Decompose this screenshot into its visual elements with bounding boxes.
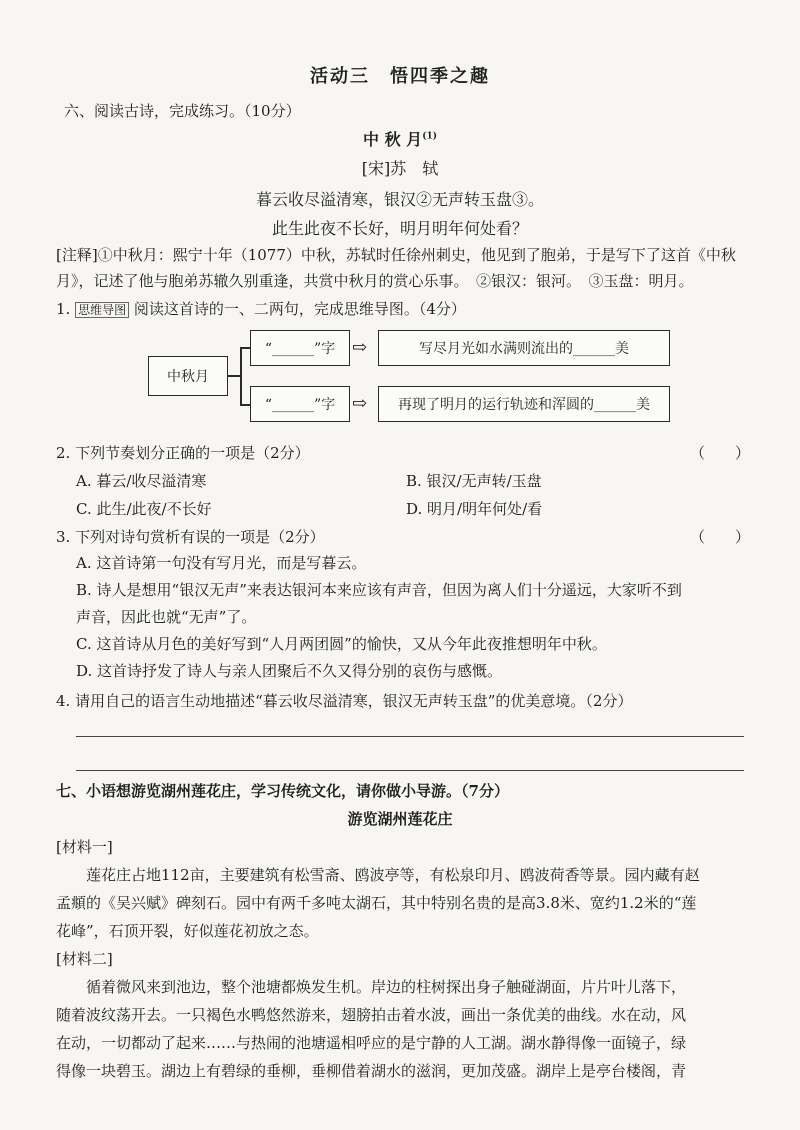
material-2-line: 得像一块碧玉。湖边上有碧绿的垂柳，垂柳借着湖水的滋润，更加茂盛。湖岸上是亭台楼阁，青 [56,1062,687,1080]
material-2-line: 随着波纹荡开去。一只褐色水鸭悠然游来，翅膀拍击着水波，画出一条优美的曲线。水在动，风 [56,1006,687,1024]
mindmap-connector [228,375,240,377]
mindmap-connector [240,347,250,349]
q3-stem: 3. 下列对诗句赏析有误的一项是（2分） [56,528,325,546]
q2-option-c: C. 此生/此夜/不长好 [76,500,212,518]
q2-option-b: B. 银汉/无声转/玉盘 [406,472,542,490]
mindmap-connector [240,404,250,406]
q3-option-b-line2: 声音，因此也就“无声”了。 [76,608,257,626]
q3-option-b-line1: B. 诗人是想用“银汉无声”来表达银河本来应该有声音，但因为离人们十分遥远，大家听不到 [76,581,682,599]
poem-title: 中 秋 月$^{(1)}$ [363,130,437,149]
note-line-2: 月》，记述了他与胞弟苏辙久别重逢，共赏中秋月的赏心乐事。 ②银汉：银河。 ③玉盘：明月。 [56,272,694,290]
q2-stem: 2. 下列节奏划分正确的一项是（2分） [56,444,310,462]
section6-heading: 六、阅读古诗，完成练习。（10分） [64,102,301,120]
mindmap-leaf-2: 再现了明月的运行轨迹和浑圆的______美 [378,386,670,422]
mindmap-branch-2: “______”字 [250,386,350,422]
answer-line[interactable] [76,736,744,737]
q3-option-d: D. 这首诗抒发了诗人与亲人团聚后不久又得分别的哀伤与感慨。 [76,662,503,680]
material-1-label: [材料一] [56,838,113,856]
q2-answer-blank[interactable]: （ ） [690,444,751,462]
q3-answer-blank[interactable]: （ ） [690,528,751,546]
q3-option-a: A. 这首诗第一句没有写月光，而是写暮云。 [76,554,367,572]
q2-option-d: D. 明月/明年何处/看 [406,500,543,518]
arrow-right-icon: ⇨ [352,337,368,358]
q3-option-c: C. 这首诗从月色的美好写到“人月两团圆”的愉快，又从今年此夜推想明年中秋。 [76,635,607,653]
poem-line-2: 此生此夜不长好，明月明年何处看？ [271,219,528,238]
q4-stem: 4. 请用自己的语言生动地描述“暮云收尽溢清寒，银汉无声转玉盘”的优美意境。（2分） [56,692,633,710]
mindmap-connector [240,347,242,405]
note-line-1: [注释]①中秋月：熙宁十年（1077）中秋，苏轼时任徐州刺史，他见到了胞弟，于是写下了这首《中秋 [56,246,736,264]
material-2-label: [材料二] [56,950,113,968]
material-2-line: 循着微风来到池边，整个池塘都焕发生机。岸边的柱树探出身子触碰湖面，片片叶儿落下， [86,978,687,996]
page-title: 活动三 悟四季之趣 [310,66,490,87]
mindmap-root: 中秋月 [148,356,228,396]
answer-line[interactable] [76,770,744,771]
q2-option-a: A. 暮云/收尽溢清寒 [76,472,207,490]
mindmap-leaf-1: 写尽月光如水满则流出的______美 [378,330,670,366]
arrow-right-icon: ⇨ [352,393,368,414]
q1-stem: 1. 思维导图 阅读这首诗的一、二两句，完成思维导图。（4分） [56,300,466,318]
section7-subtitle: 游览湖州莲花庄 [347,810,453,828]
poem-line-1: 暮云收尽溢清寒，银汉②无声转玉盘③。 [255,190,544,209]
material-1-line: 孟頫的《吴兴赋》碑刻石。园中有两千多吨太湖石，其中特别名贵的是高3.8米、宽约1.2米的“莲 [56,894,697,912]
section7-heading: 七、小语想游览湖州莲花庄，学习传统文化，请你做小导游。（7分） [56,782,509,800]
mindmap-branch-1: “______”字 [250,330,350,366]
material-1-line: 莲花庄占地112亩，主要建筑有松雪斋、鸥波亭等，有松泉印月、鸥波荷香等景。园内藏有赵 [86,866,700,884]
poem-author: [宋]苏 轼 [361,159,439,178]
material-1-line: 花峰”，石顶开裂，好似莲花初放之态。 [56,922,319,940]
q1-tag: 思维导图 [75,302,129,318]
material-2-line: 在动，一切都动了起来……与热闹的池塘遥相呼应的是宁静的人工湖。湖水静得像一面镜子，绿 [56,1034,687,1052]
